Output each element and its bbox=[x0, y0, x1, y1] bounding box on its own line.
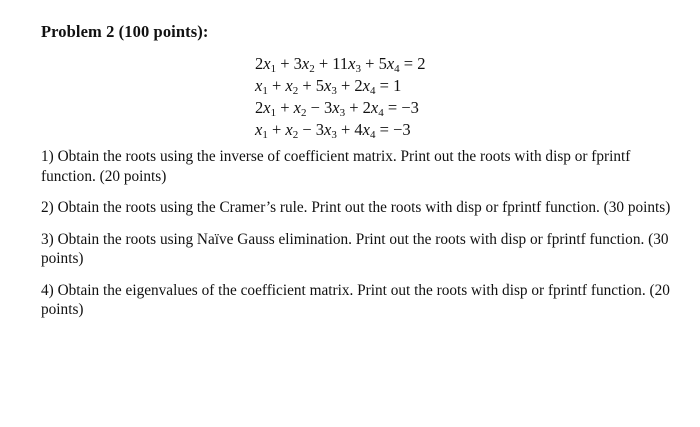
term-variable: x bbox=[386, 54, 395, 73]
equation-rhs: 2 bbox=[417, 54, 426, 73]
equation-term bbox=[294, 98, 307, 117]
equation-term bbox=[316, 76, 337, 95]
equation-operator: + bbox=[298, 76, 316, 95]
equation-operator: + bbox=[267, 120, 286, 139]
equation-term bbox=[354, 120, 375, 139]
term-variable: x bbox=[285, 76, 293, 95]
term-coefficient: 3 bbox=[315, 120, 325, 139]
term-subscript: 1 bbox=[270, 63, 277, 75]
equation-term bbox=[324, 98, 345, 117]
term-subscript: 1 bbox=[262, 85, 268, 97]
equals-sign: = bbox=[399, 54, 418, 73]
term-subscript: 3 bbox=[355, 63, 361, 75]
term-subscript: 2 bbox=[300, 107, 307, 119]
term-coefficient: 5 bbox=[378, 54, 387, 73]
equation-operator: − bbox=[306, 98, 325, 117]
term-variable: x bbox=[263, 98, 271, 117]
question-4: 4) Obtain the eigenvalues of the coefficient matrix. Print out the roots with disp or fprintf function. (20 points) bbox=[41, 281, 670, 318]
term-variable: x bbox=[348, 54, 356, 73]
term-variable: x bbox=[301, 54, 310, 73]
equation-term bbox=[332, 54, 361, 73]
equation-term bbox=[285, 76, 298, 95]
equation-term bbox=[285, 120, 298, 139]
equation-3 bbox=[255, 97, 425, 119]
equation-1 bbox=[255, 53, 425, 75]
term-subscript: 4 bbox=[370, 129, 376, 141]
equation-term bbox=[255, 98, 276, 117]
equation-rhs: −3 bbox=[401, 98, 419, 117]
term-coefficient: 3 bbox=[293, 54, 302, 73]
equation-term bbox=[363, 98, 384, 117]
equation-operator: + bbox=[276, 98, 294, 117]
term-coefficient: 5 bbox=[315, 76, 325, 95]
equation-2 bbox=[255, 75, 425, 97]
term-subscript: 3 bbox=[339, 107, 346, 119]
term-subscript: 2 bbox=[292, 129, 299, 141]
term-variable: x bbox=[293, 98, 301, 117]
term-coefficient: 11 bbox=[332, 54, 349, 73]
term-variable: x bbox=[362, 76, 370, 95]
term-subscript: 3 bbox=[331, 85, 337, 97]
equation-operator: + bbox=[345, 98, 363, 117]
term-coefficient: 2 bbox=[255, 98, 264, 117]
equation-operator: + bbox=[336, 120, 355, 139]
equation-term bbox=[255, 76, 268, 95]
term-subscript: 4 bbox=[378, 107, 384, 119]
term-subscript: 4 bbox=[394, 63, 400, 75]
term-variable: x bbox=[332, 98, 340, 117]
equation-operator: + bbox=[336, 76, 355, 95]
equation-term bbox=[379, 54, 400, 73]
equation-term bbox=[316, 120, 337, 139]
term-coefficient: 2 bbox=[255, 54, 264, 73]
term-variable: x bbox=[285, 120, 293, 139]
equation-operator: + bbox=[314, 54, 333, 73]
term-variable: x bbox=[362, 120, 370, 139]
equation-term bbox=[255, 54, 276, 73]
equation-system bbox=[255, 53, 425, 141]
question-3: 3) Obtain the roots using Naïve Gauss elimination. Print out the roots with disp or fprintf function. (30 points) bbox=[41, 230, 669, 267]
equation-term bbox=[354, 76, 375, 95]
equation-operator: + bbox=[276, 54, 294, 73]
equation-term bbox=[294, 54, 315, 73]
term-coefficient: 2 bbox=[362, 98, 371, 117]
equation-4 bbox=[255, 119, 425, 141]
term-subscript: 1 bbox=[262, 129, 268, 141]
equals-sign: = bbox=[375, 120, 394, 139]
question-list bbox=[41, 147, 671, 332]
term-coefficient: 4 bbox=[354, 120, 363, 139]
term-variable: x bbox=[370, 98, 379, 117]
term-subscript: 2 bbox=[309, 63, 315, 75]
term-subscript: 1 bbox=[270, 107, 277, 119]
equals-sign: = bbox=[383, 98, 402, 117]
question-1: 1) Obtain the roots using the inverse of coefficient matrix. Print out the roots with disp or fprintf function. (20 points) bbox=[41, 148, 631, 185]
equation-operator: − bbox=[298, 120, 316, 139]
term-variable: x bbox=[324, 120, 332, 139]
equation-term bbox=[255, 120, 268, 139]
term-variable: x bbox=[324, 76, 332, 95]
question-2: 2) Obtain the roots using the Cramer’s rule. Print out the roots with disp or fprintf function. (30 points) bbox=[41, 199, 671, 216]
term-variable: x bbox=[255, 120, 263, 139]
problem-title: Problem 2 (100 points): bbox=[41, 22, 209, 41]
equation-operator: + bbox=[361, 54, 379, 73]
term-subscript: 3 bbox=[331, 129, 337, 141]
equation-rhs: 1 bbox=[393, 76, 402, 95]
term-variable: x bbox=[263, 54, 271, 73]
term-variable: x bbox=[255, 76, 263, 95]
equation-operator: + bbox=[267, 76, 286, 95]
equation-rhs: −3 bbox=[393, 120, 411, 139]
equals-sign: = bbox=[375, 76, 394, 95]
term-subscript: 4 bbox=[370, 85, 376, 97]
term-coefficient: 2 bbox=[354, 76, 363, 95]
term-subscript: 2 bbox=[292, 85, 299, 97]
term-coefficient: 3 bbox=[324, 98, 333, 117]
